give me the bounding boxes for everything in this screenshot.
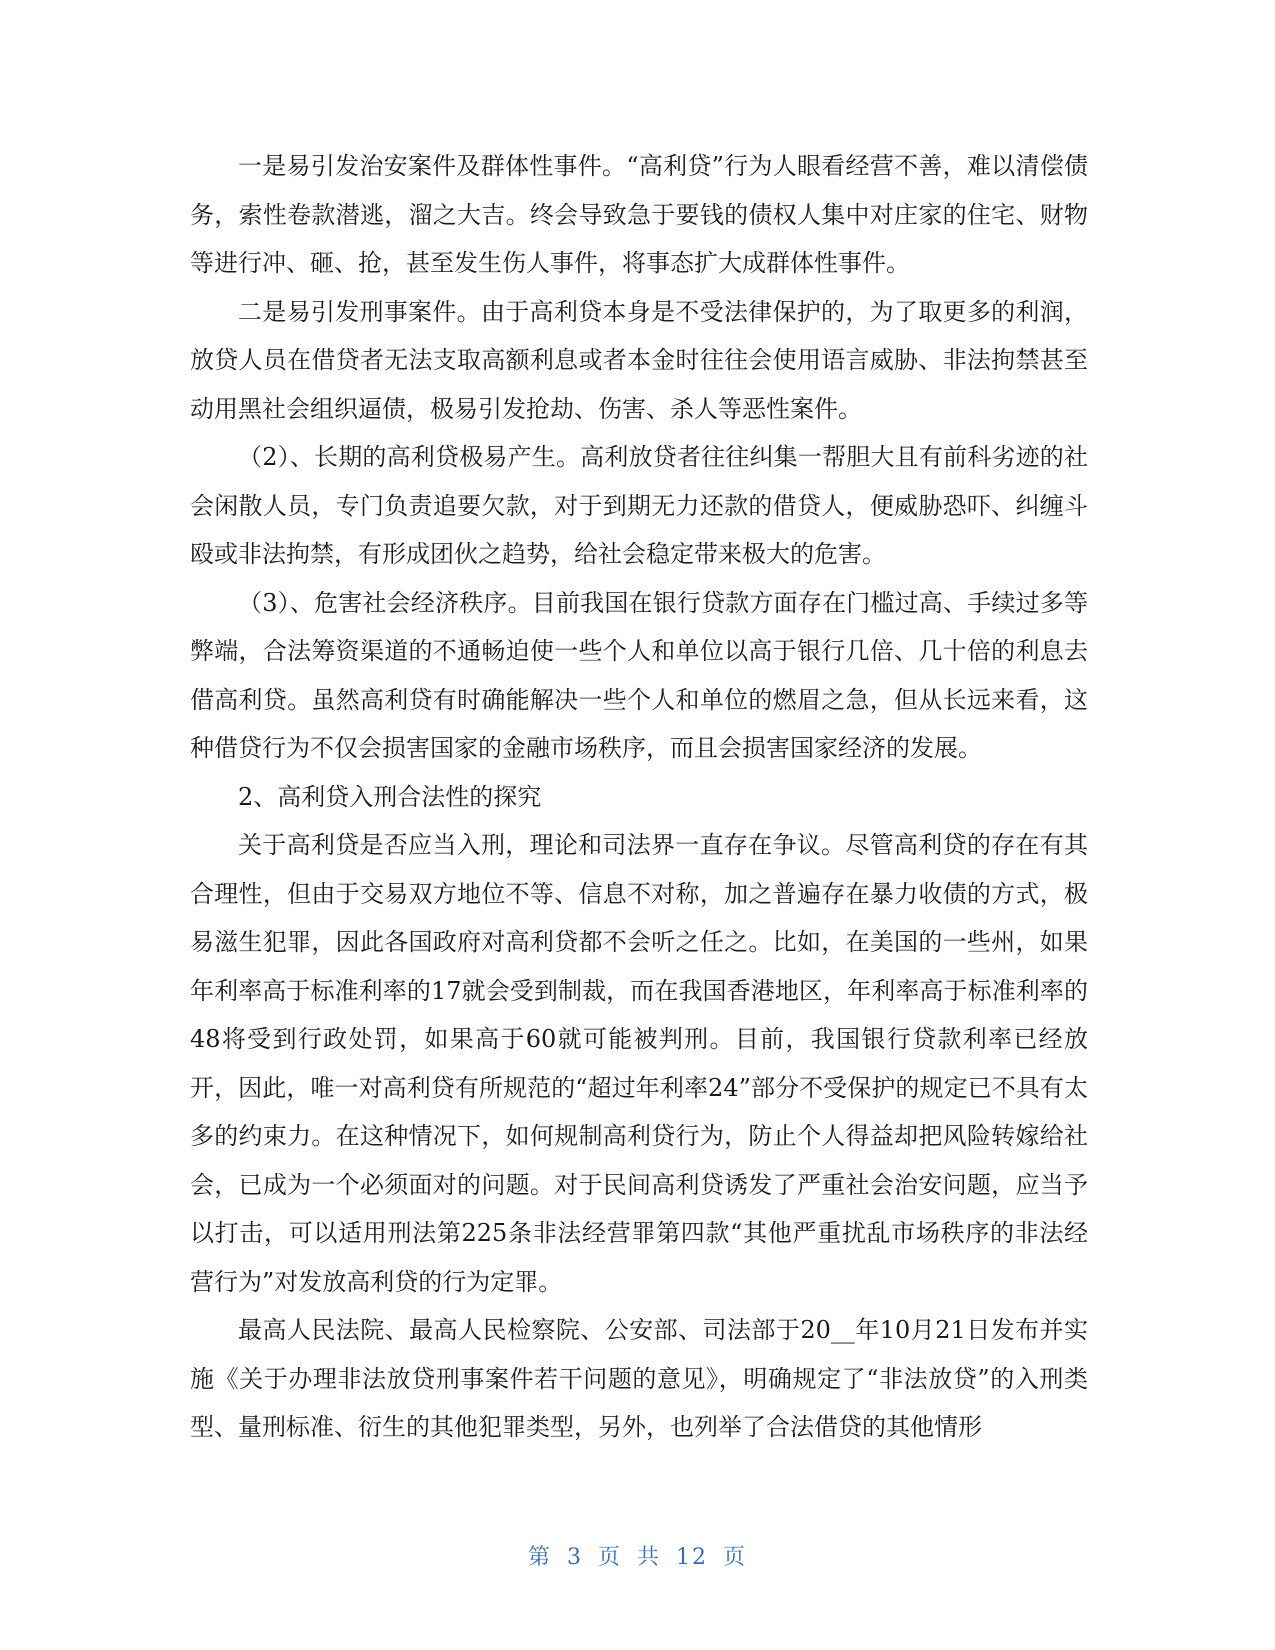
- document-body: [190, 142, 1088, 1452]
- page-footer: [0, 1540, 1275, 1571]
- footer-prefix: 第: [527, 1545, 552, 1570]
- footer-page-word: 页: [597, 1545, 622, 1570]
- current-page-number: 3: [566, 1545, 583, 1570]
- paragraph: （2）、长期的高利贷极易产生。高利放贷者往往纠集一帮胆大且有前科劣迹的社会闲散人员，专门负责追要欠款，对于到期无力还款的借贷人，便威胁恐吓、纠缠斗殴或非法拘禁，有形成团伙之趋势，给社会稳定带来极大的危害。: [190, 443, 1088, 568]
- paragraph: 一是易引发治安案件及群体性事件。“高利贷”行为人眼看经营不善，难以清偿债务，索性卷款潜逃，溜之大吉。终会导致急于要钱的债权人集中对庄家的住宅、财物等进行冲、砸、抢，甚至发生伤人事件，将事态扩大成群体性事件。: [190, 152, 1088, 277]
- footer-total-label: 共: [637, 1545, 662, 1570]
- paragraph: 最高人民法院、最高人民检察院、公安部、司法部于20__年10月21日发布并实施《关于办理非法放贷刑事案件若干问题的意见》，明确规定了“非法放贷”的入刑类型、量刑标准、衍生的其他犯罪类型，另外，也列举了合法借贷的其他情形: [190, 1316, 1088, 1441]
- paragraph: 关于高利贷是否应当入刑，理论和司法界一直存在争议。尽管高利贷的存在有其合理性，但由于交易双方地位不等、信息不对称，加之普遍存在暴力收债的方式，极易滋生犯罪，因此各国政府对高利贷都不会听之任之。比如，在美国的一些州，如果年利率高于标准利率的17就会受到制裁，而在我国香港地区，年利率高于标准利率的48将受到行政处罚，如果高于60就可能被判刑。目前，我国银行贷款利率已经放开，因此，唯一对高利贷有所规范的“超过年利率24”部分不受保护的规定已不具有太多的约束力。在这种情况下，如何规制高利贷行为，防止个人得益却把风险转嫁给社会，已成为一个必须面对的问题。对于民间高利贷诱发了严重社会治安问题，应当予以打击，可以适用刑法第225条非法经营罪第四款“其他严重扰乱市场秩序的非法经营行为”对发放高利贷的行为定罪。: [190, 831, 1088, 1296]
- section-heading: 2、高利贷入刑合法性的探究: [238, 782, 542, 811]
- paragraph: 二是易引发刑事案件。由于高利贷本身是不受法律保护的，为了取更多的利润，放贷人员在借贷者无法支取高额利息或者本金时往往会使用语言威胁、非法拘禁甚至动用黑社会组织逼债，极易引发抢劫、伤害、杀人等恶性案件。: [190, 297, 1088, 423]
- total-page-count: 12: [676, 1545, 709, 1570]
- paragraph: （3）、危害社会经济秩序。目前我国在银行贷款方面存在门槛过高、手续过多等弊端，合法筹资渠道的不通畅迫使一些个人和单位以高于银行几倍、几十倍的利息去借高利贷。虽然高利贷有时确能解决一些个人和单位的燃眉之急，但从长远来看，这种借贷行为不仅会损害国家的金融市场秩序，而且会损害国家经济的发展。: [190, 588, 1088, 762]
- footer-suffix: 页: [723, 1545, 748, 1570]
